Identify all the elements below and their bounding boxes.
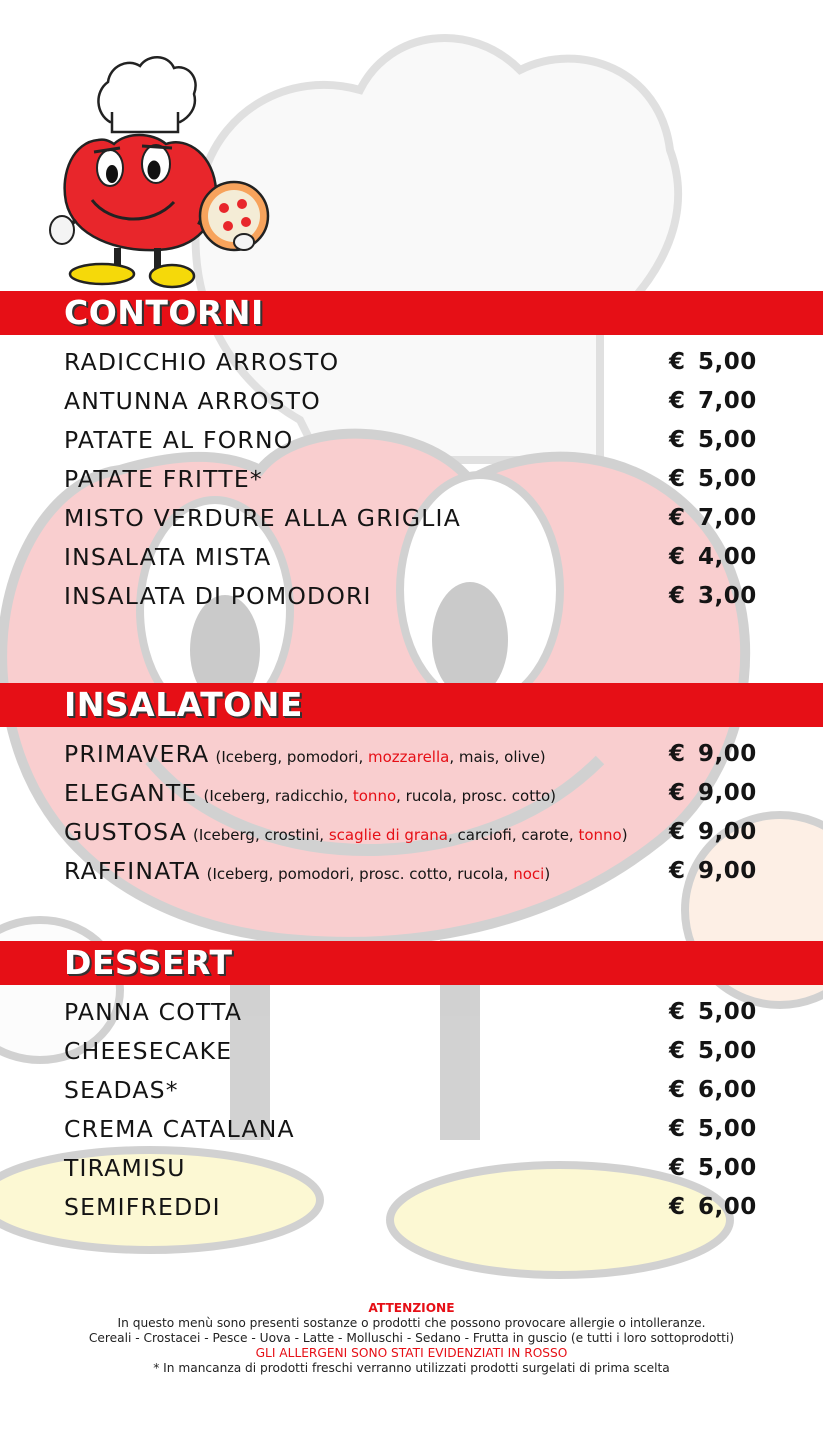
section-title: INSALATONE [64,685,303,724]
menu-item [0,817,823,856]
menu-item-price: 9,00 [698,780,757,806]
menu-item [0,464,823,503]
currency-symbol: € [669,388,686,414]
ingredient-text: , carciofi, carote, [447,826,579,844]
menu-item-name: SEMIFREDDI [64,1193,221,1221]
menu-item-price: 6,00 [698,1077,757,1103]
menu-item-price: 9,00 [698,741,757,767]
menu-item [0,856,823,895]
menu-item-name: ANTUNNA ARROSTO [64,387,321,415]
menu-item-name: GUSTOSA [64,818,188,846]
menu-item [0,347,823,386]
menu-item [0,1192,823,1231]
menu-item-name-line [64,817,628,850]
currency-symbol: € [669,1155,686,1181]
currency-symbol: € [669,466,686,492]
menu-item-name: PRIMAVERA [64,740,210,768]
currency-symbol: € [669,544,686,570]
menu-item-price: 6,00 [698,1194,757,1220]
ingredient-text: (Iceberg, crostini, [193,826,329,844]
currency-symbol: € [669,427,686,453]
menu-item-ingredients [215,748,545,766]
menu-item [0,425,823,464]
currency-symbol: € [669,1077,686,1103]
menu-item [0,1075,823,1114]
menu-item-name-line [64,503,461,533]
menu-item-name-line [64,386,321,416]
menu-item [0,1153,823,1192]
ingredient-text: (Iceberg, pomodori, [215,748,368,766]
menu-item-name: MISTO VERDURE ALLA GRIGLIA [64,504,461,532]
notice-heading: ATTENZIONE [368,1301,455,1315]
currency-symbol: € [669,583,686,609]
currency-symbol: € [669,780,686,806]
menu-item-name-line [64,778,556,811]
menu-item-ingredients [207,865,551,883]
menu-item-name: ELEGANTE [64,779,198,807]
menu-item [0,778,823,817]
menu-item-name-line [64,856,550,889]
allergen-notice [0,1301,823,1376]
currency-symbol: € [669,1038,686,1064]
menu-item-name-line [64,581,372,611]
allergen-ingredient: scaglie di grana [328,826,448,844]
menu-item-ingredients [203,787,556,805]
menu-item-ingredients [193,826,628,844]
menu-item-name: INSALATA MISTA [64,543,272,571]
menu-item-price: 5,00 [698,427,757,453]
section-list-dessert [0,997,823,1231]
menu-item-name: CREMA CATALANA [64,1115,295,1143]
menu-item [0,1036,823,1075]
menu-item-price: 5,00 [698,999,757,1025]
currency-symbol: € [669,1194,686,1220]
menu-item [0,503,823,542]
menu-item-price: 5,00 [698,349,757,375]
menu-item-name-line [64,1036,232,1066]
section-list-insalatone [0,739,823,895]
menu-item-name-line [64,464,263,494]
notice-frozen-products: * In mancanza di prodotti freschi verranno utilizzati prodotti surgelati di prima scelta [153,1361,670,1375]
section-header-insalatone [0,683,823,727]
menu-item-name-line [64,739,546,772]
section-list-contorni [0,347,823,620]
menu-item-price: 5,00 [698,466,757,492]
notice-allergen-list: Cereali - Crostacei - Pesce - Uova - Latte - Molluschi - Sedano - Frutta in guscio (e tutti i loro sottoprodotti) [88,1331,735,1345]
menu-item-price: 4,00 [698,544,757,570]
menu-item-name-line [64,542,271,572]
menu-item-name: PANNA COTTA [64,998,243,1026]
currency-symbol: € [669,1116,686,1142]
menu-item [0,997,823,1036]
menu-item-name: CHEESECAKE [64,1037,233,1065]
menu-item-name: PATATE FRITTE* [64,465,263,493]
section-header-dessert [0,941,823,985]
menu-item-price: 9,00 [698,858,757,884]
menu-item-price: 7,00 [698,388,757,414]
menu-item-name-line [64,1075,179,1105]
ingredient-text: (Iceberg, pomodori, prosc. cotto, rucola, [206,865,514,883]
currency-symbol: € [669,858,686,884]
currency-symbol: € [669,505,686,531]
currency-symbol: € [669,819,686,845]
section-title: CONTORNI [64,293,264,332]
section-title: DESSERT [64,943,233,982]
currency-symbol: € [669,999,686,1025]
notice-line: In questo menù sono presenti sostanze o prodotti che possono provocare allergie o intolleranze. [117,1316,706,1330]
menu-item-name: SEADAS* [64,1076,179,1104]
menu-item-name: PATATE AL FORNO [64,426,294,454]
menu-item-name: TIRAMISU [64,1154,186,1182]
menu-item-name: RADICCHIO ARROSTO [64,348,340,376]
menu-item-price: 5,00 [698,1155,757,1181]
menu-item-name-line [64,347,339,377]
menu-item-name-line [64,997,242,1027]
ingredient-text: ) [621,826,628,844]
menu-item [0,739,823,778]
menu-item [0,581,823,620]
menu-item-name: RAFFINATA [64,857,201,885]
section-header-contorni [0,291,823,335]
ingredient-text: (Iceberg, radicchio, [203,787,353,805]
ingredient-text: ) [544,865,551,883]
menu-item-name-line [64,425,293,455]
allergen-ingredient: tonno [352,787,397,805]
allergen-ingredient: tonno [578,826,622,844]
menu-item-price: 5,00 [698,1038,757,1064]
menu-item-price: 5,00 [698,1116,757,1142]
menu-item-price: 3,00 [698,583,757,609]
ingredient-text: , mais, olive) [449,748,546,766]
menu-item-name-line [64,1153,186,1183]
notice-highlight-line: GLI ALLERGENI SONO STATI EVIDENZIATI IN ROSSO [255,1346,568,1360]
ingredient-text: , rucola, prosc. cotto) [396,787,557,805]
currency-symbol: € [669,741,686,767]
menu-item-price: 9,00 [698,819,757,845]
menu-item-name-line [64,1192,221,1222]
allergen-ingredient: mozzarella [368,748,450,766]
menu-item [0,1114,823,1153]
menu-item [0,542,823,581]
menu-item-price: 7,00 [698,505,757,531]
allergen-ingredient: noci [513,865,545,883]
menu-item-name-line [64,1114,295,1144]
menu-item [0,386,823,425]
currency-symbol: € [669,349,686,375]
menu-item-name: INSALATA DI POMODORI [64,582,372,610]
tomato-chef-mascot-logo [48,52,278,292]
